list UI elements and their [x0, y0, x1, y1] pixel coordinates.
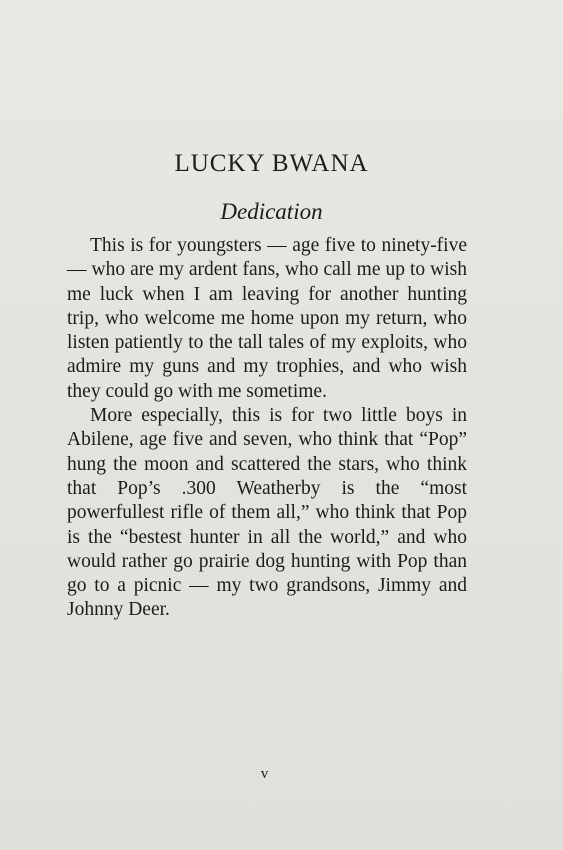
page-number: v	[260, 766, 269, 782]
book-title: LUCKY BWANA	[174, 150, 369, 177]
section-heading: Dedication	[220, 199, 323, 224]
dedication-body	[67, 234, 467, 623]
paragraph-1: This is for youngsters — age five to ninety-five — who are my ardent fans, who call me up to wish me luck when I am leaving for another hunting trip, who welcome me home upon my return, who listen patiently to the tall tales of my exploits, who admire my guns and my trophies, and who wish they could go with me sometime.	[67, 235, 467, 402]
paragraph-2: More especially, this is for two little boys in Abilene, age five and seven, who think that “Pop” hung the moon and scattered the stars, who think that Pop’s .300 Weatherby is the “most powerfullest rifle of them all,” who think that Pop is the “bestest hunter in all the world,” and who would rather go prairie dog hunting with Pop than go to a picnic — my two grandsons, Jimmy and Johnny Deer.	[67, 405, 467, 621]
